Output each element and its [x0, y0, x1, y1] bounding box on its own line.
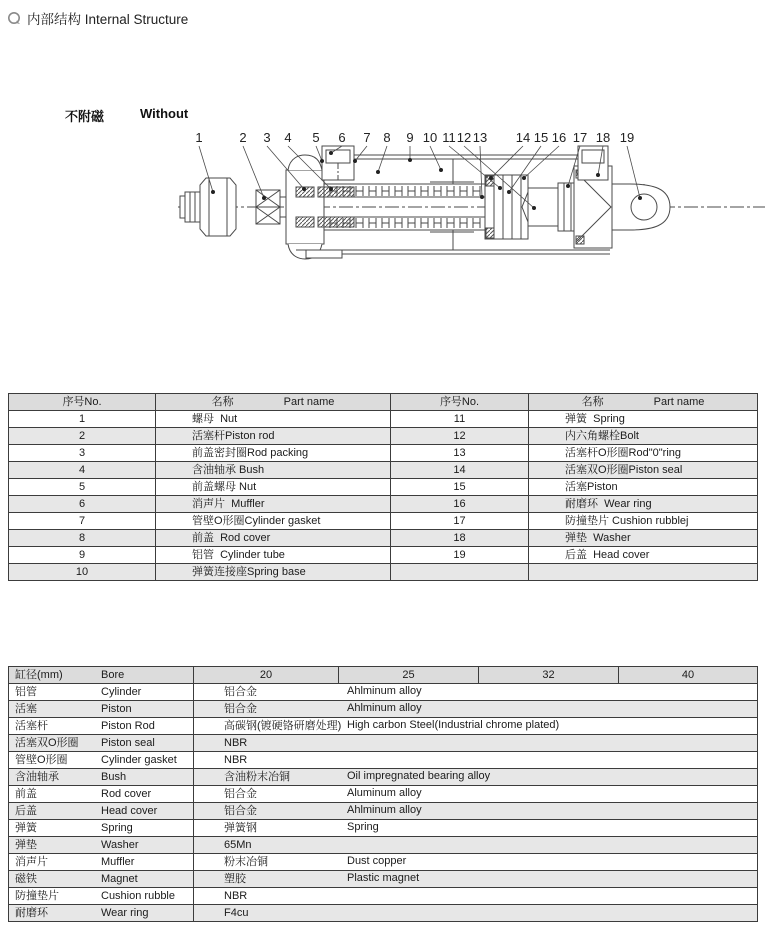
callout-number: 5 [312, 130, 320, 145]
leader-dot [566, 184, 570, 188]
material-name-cell [9, 701, 194, 718]
material-name-cn: 弹垫 [15, 838, 37, 851]
material-value-en: Dust copper [347, 855, 407, 867]
material-name-en: Cylinder [101, 685, 142, 698]
material-name-en: Rod cover [101, 787, 152, 800]
material-value-cn: 铝合金 [224, 685, 257, 698]
part-no-cell: 9 [9, 547, 156, 564]
material-value-cell [194, 854, 758, 871]
material-value-cell [194, 752, 758, 769]
material-value-cn: NBR [224, 753, 248, 766]
header-size-20: 20 [194, 667, 339, 684]
part-name-cell: 耐磨环 Wear ring [529, 496, 758, 513]
material-value-cn: 塑胶 [224, 872, 246, 885]
part-name-cell: 螺母 Nut [156, 411, 391, 428]
callout-number: 7 [363, 130, 371, 145]
part-name-cell: 前盖 Rod cover [156, 530, 391, 547]
parts-table-row [9, 462, 758, 479]
material-name-cn: 铝管 [15, 685, 37, 698]
part-no-cell: 1 [9, 411, 156, 428]
material-name-en: Magnet [101, 872, 138, 885]
materials-table-header-row [9, 667, 758, 684]
part-name-cell: 防撞垫片 Cushion rubblej [529, 513, 758, 530]
callout-number: 1 [195, 130, 203, 145]
material-name-en: Wear ring [101, 906, 149, 919]
material-name-cell [9, 871, 194, 888]
material-value-cell [194, 735, 758, 752]
material-name-cn: 含油轴承 [15, 770, 59, 783]
header-bore-en: Bore [101, 668, 125, 681]
leader-dot [480, 195, 484, 199]
material-name-en: Piston seal [101, 736, 155, 749]
material-name-cn: 弹簧 [15, 821, 37, 834]
material-value-en: Aluminum alloy [347, 787, 422, 799]
structure-diagram [178, 126, 765, 288]
material-value-cell [194, 769, 758, 786]
part-name-cell: 消声片 Muffler [156, 496, 391, 513]
callout-number: 2 [239, 130, 247, 145]
callout-number: 10 [422, 130, 438, 145]
material-name-en: Bush [101, 770, 127, 783]
materials-table-row [9, 684, 758, 701]
material-name-en: Piston [101, 702, 132, 715]
part-no-cell: 15 [391, 479, 529, 496]
part-no-cell: 17 [391, 513, 529, 530]
part-name-cell: 后盖 Head cover [529, 547, 758, 564]
material-name-en: Piston Rod [101, 719, 155, 732]
materials-table-row [9, 701, 758, 718]
callout-number: 15 [533, 130, 549, 145]
callout-number: 3 [263, 130, 271, 145]
part-name-cell [529, 564, 758, 581]
material-name-cell [9, 684, 194, 701]
leader-dot [320, 159, 324, 163]
part-name-cell: 前盖螺母 Nut [156, 479, 391, 496]
leader-line [243, 146, 264, 198]
materials-table-row [9, 718, 758, 735]
material-value-cell [194, 803, 758, 820]
part-name-cell: 弹簧 Spring [529, 411, 758, 428]
material-name-cell [9, 735, 194, 752]
material-value-cell [194, 837, 758, 854]
material-name-cn: 耐磨环 [15, 906, 48, 919]
part-no-cell: 16 [391, 496, 529, 513]
parts-table [8, 393, 758, 581]
callout-number: 18 [595, 130, 611, 145]
material-value-cn: 高碳钢(镀硬铬研磨处理) [224, 719, 342, 732]
callout-number: 6 [338, 130, 346, 145]
parts-table-header-row [9, 394, 758, 411]
material-name-cell [9, 854, 194, 871]
part-no-cell: 3 [9, 445, 156, 462]
part-no-cell: 7 [9, 513, 156, 530]
leader-line [524, 146, 559, 178]
leader-dot [376, 170, 380, 174]
material-name-cn: 前盖 [15, 787, 37, 800]
callout-number: 16 [551, 130, 567, 145]
materials-table-row [9, 786, 758, 803]
material-value-cn: F4cu [224, 906, 249, 919]
material-value-cn: 铝合金 [224, 702, 257, 715]
material-name-en: Spring [101, 821, 133, 834]
materials-table-row [9, 871, 758, 888]
material-value-en: Ahlminum alloy [347, 702, 422, 714]
leader-dot [596, 173, 600, 177]
parts-table-row [9, 479, 758, 496]
header-size-32: 32 [479, 667, 619, 684]
materials-table-row [9, 752, 758, 769]
material-name-cell [9, 752, 194, 769]
material-name-en: Cushion rubble [101, 889, 175, 902]
material-name-cell [9, 905, 194, 922]
material-value-cell [194, 871, 758, 888]
part-name-cell: 管壁O形圈Cylinder gasket [156, 513, 391, 530]
callout-number: 12 [456, 130, 472, 145]
callout-number: 8 [383, 130, 391, 145]
material-name-en: Cylinder gasket [101, 753, 177, 766]
parts-table-row [9, 564, 758, 581]
callout-number: 11 [442, 130, 456, 145]
material-value-en: Plastic magnet [347, 872, 420, 884]
material-value-cn: 铝合金 [224, 787, 257, 800]
part-no-cell: 8 [9, 530, 156, 547]
material-value-en: Spring [347, 821, 379, 833]
part-name-cell: 铝管 Cylinder tube [156, 547, 391, 564]
parts-table-row [9, 530, 758, 547]
materials-table-row [9, 905, 758, 922]
leader-dot [489, 176, 493, 180]
material-name-cn: 后盖 [15, 804, 37, 817]
material-value-en: Ahlminum alloy [347, 804, 422, 816]
leader-dot [439, 168, 443, 172]
part-name-cell: 活塞双O形圈Piston seal [529, 462, 758, 479]
header-bore [9, 667, 194, 684]
leader-dot [353, 159, 357, 163]
variant-label [65, 106, 188, 125]
part-no-cell: 14 [391, 462, 529, 479]
material-name-cn: 活塞 [15, 702, 37, 715]
page-title-text: 内部结构 Internal Structure [27, 12, 189, 27]
materials-table-row [9, 837, 758, 854]
material-name-cn: 防撞垫片 [15, 889, 59, 902]
material-name-cn: 活塞双O形圈 [15, 736, 79, 749]
material-name-cn: 磁铁 [15, 872, 37, 885]
material-name-en: Muffler [101, 855, 135, 868]
part-no-cell: 13 [391, 445, 529, 462]
callout-number: 4 [284, 130, 292, 145]
parts-table-row [9, 428, 758, 445]
header-name-en: Part name [653, 395, 705, 408]
callout-number: 13 [472, 130, 488, 145]
parts-table-row [9, 411, 758, 428]
part-name-cell: 活塞杆Piston rod [156, 428, 391, 445]
material-name-cell [9, 803, 194, 820]
material-name-cell [9, 888, 194, 905]
materials-table-row [9, 854, 758, 871]
material-name-cn: 活塞杆 [15, 719, 48, 732]
material-value-cell [194, 888, 758, 905]
callout-number: 14 [515, 130, 531, 145]
callout-number: 17 [572, 130, 588, 145]
leader-dot [211, 190, 215, 194]
leader-line [430, 146, 441, 170]
material-value-cn: NBR [224, 889, 248, 902]
leader-dot [329, 187, 333, 191]
parts-table-row [9, 445, 758, 462]
part-name-cell: 前盖密封圈Rod packing [156, 445, 391, 462]
drawing-geometry [178, 146, 765, 259]
materials-table-row [9, 888, 758, 905]
leader-dot [262, 196, 266, 200]
material-value-en: Oil impregnated bearing alloy [347, 770, 491, 782]
material-value-cell [194, 718, 758, 735]
material-value-en: Ahlminum alloy [347, 685, 422, 697]
material-value-cn: NBR [224, 736, 248, 749]
materials-table-row [9, 803, 758, 820]
material-value-cell [194, 684, 758, 701]
material-value-cell [194, 905, 758, 922]
material-name-cn: 消声片 [15, 855, 48, 868]
header-size-25: 25 [339, 667, 479, 684]
leader-dot [507, 190, 511, 194]
section-marker-icon [6, 10, 23, 27]
material-name-cn: 管壁O形圈 [15, 753, 68, 766]
part-no-cell [391, 564, 529, 581]
material-value-cell [194, 786, 758, 803]
material-value-en: High carbon Steel(Industrial chrome plated) [347, 719, 560, 731]
parts-table-row [9, 513, 758, 530]
material-name-cell [9, 718, 194, 735]
part-no-cell: 11 [391, 411, 529, 428]
callout-number: 9 [406, 130, 414, 145]
part-no-cell: 18 [391, 530, 529, 547]
part-no-cell: 5 [9, 479, 156, 496]
header-no-right: 序号No. [391, 394, 529, 411]
callout-number: 19 [619, 130, 635, 145]
part-name-cell: 活塞Piston [529, 479, 758, 496]
leader-dot [638, 196, 642, 200]
leader-dot [532, 206, 536, 210]
leader-dot [522, 176, 526, 180]
header-no-left: 序号No. [9, 394, 156, 411]
part-no-cell: 10 [9, 564, 156, 581]
parts-table-row [9, 547, 758, 564]
parts-table-row [9, 496, 758, 513]
material-name-en: Washer [101, 838, 139, 851]
part-name-cell: 弹垫 Washer [529, 530, 758, 547]
header-name-left [156, 394, 391, 411]
leader-dot [302, 187, 306, 191]
part-no-cell: 6 [9, 496, 156, 513]
header-name-cn: 名称 [211, 395, 234, 408]
materials-table [8, 666, 758, 922]
materials-table-row [9, 769, 758, 786]
material-value-cn: 粉末冶铜 [224, 855, 268, 868]
part-no-cell: 4 [9, 462, 156, 479]
leader-dot [408, 158, 412, 162]
header-size-40: 40 [619, 667, 758, 684]
material-value-cn: 弹簧钢 [224, 821, 257, 834]
material-name-en: Head cover [101, 804, 158, 817]
leader-line [491, 146, 523, 178]
part-no-cell: 12 [391, 428, 529, 445]
material-name-cell [9, 837, 194, 854]
variant-label-cn: 不附磁 [65, 109, 105, 124]
material-name-cell [9, 786, 194, 803]
part-name-cell: 含油轴承 Bush [156, 462, 391, 479]
part-name-cell: 活塞杆O形圈Rod"0"ring [529, 445, 758, 462]
part-no-cell: 2 [9, 428, 156, 445]
variant-label-en: Without [140, 106, 189, 121]
header-name-right [529, 394, 758, 411]
part-name-cell: 内六角螺栓Bolt [529, 428, 758, 445]
part-no-cell: 19 [391, 547, 529, 564]
material-name-cell [9, 769, 194, 786]
part-name-cell: 弹簧连接座Spring base [156, 564, 391, 581]
material-name-cell [9, 820, 194, 837]
header-bore-cn: 缸径(mm) [15, 668, 63, 681]
header-name-cn: 名称 [581, 395, 604, 408]
material-value-cell [194, 701, 758, 718]
page-title [6, 8, 188, 28]
header-name-en: Part name [283, 395, 335, 408]
material-value-cn: 含油粉末冶铜 [224, 770, 290, 783]
material-value-cell [194, 820, 758, 837]
cylinder-cross-section [178, 126, 765, 288]
leader-dot [498, 186, 502, 190]
material-value-cn: 65Mn [224, 838, 252, 851]
leader-dot [329, 151, 333, 155]
materials-table-row [9, 735, 758, 752]
materials-table-row [9, 820, 758, 837]
material-value-cn: 铝合金 [224, 804, 257, 817]
